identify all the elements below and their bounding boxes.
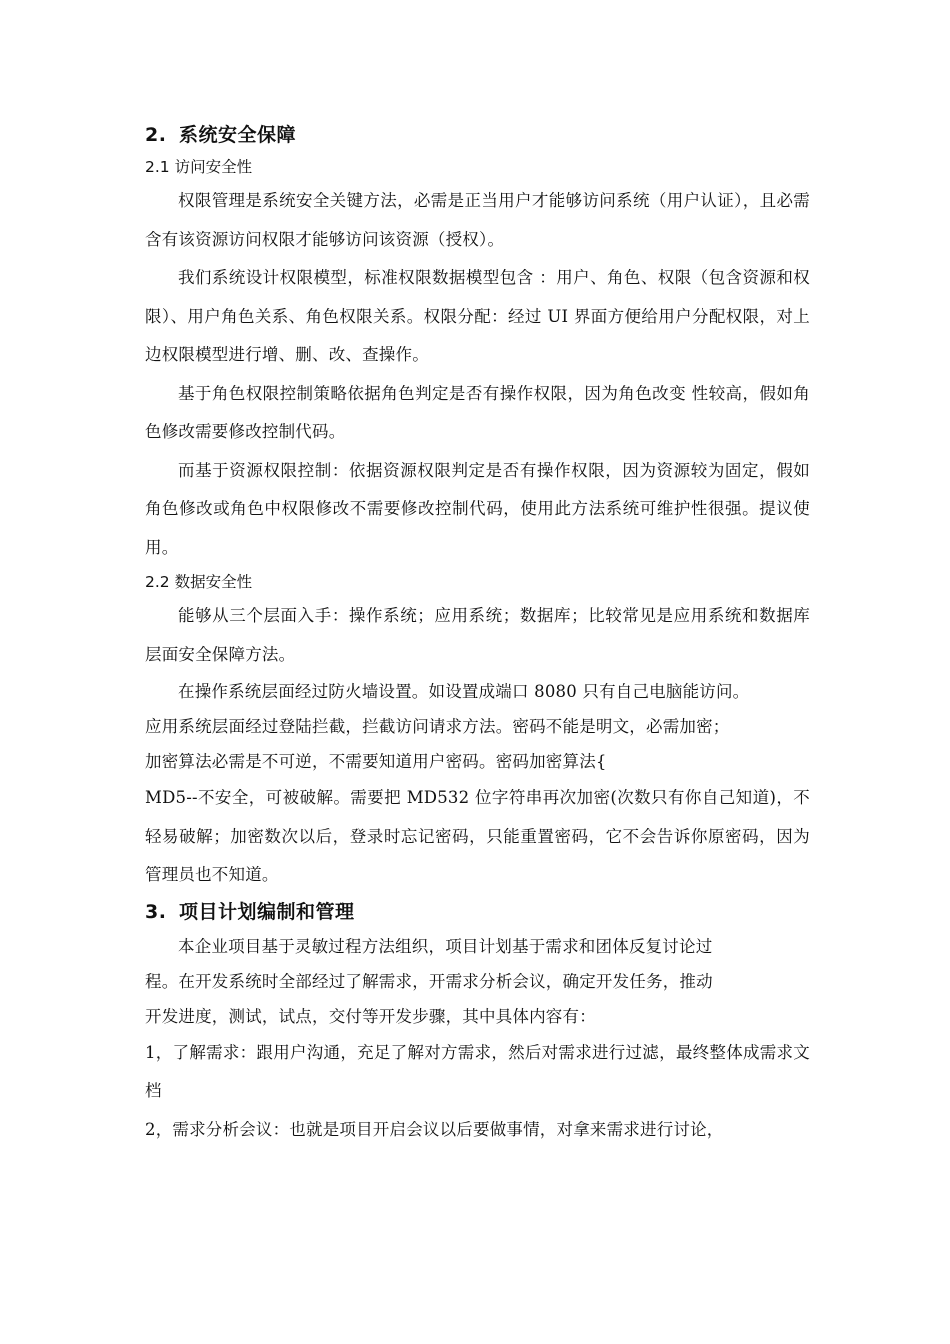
paragraph-line: 程。在开发系统时全部经过了解需求，开需求分析会议，确定开发任务，推动 xyxy=(145,971,713,991)
subsection-heading: 2.1 访问安全性 xyxy=(145,158,253,176)
paragraph: 能够从三个层面入手：操作系统；应用系统；数据库；比较常见是应用系统和数据库层面安全保障方法。 xyxy=(145,606,810,664)
section-number: 2. xyxy=(145,124,167,146)
list-item: 2，需求分析会议：也就是项目开启会议以后要做事情，对拿来需求进行讨论， xyxy=(145,1119,724,1139)
paragraph: 我们系统设计权限模型，标准权限数据模型包含 ：用户、角色、权限（包含资源和权限）、用户角色关系、角色权限关系。权限分配：经过 UI 界面方便给用户分配权限，对上边权限模型进行增、删、改、查操作。 xyxy=(145,268,810,364)
paragraph-line: 本企业项目基于灵敏过程方法组织，项目计划基于需求和团体反复讨论过 xyxy=(178,936,713,956)
paragraph-line: 应用系统层面经过登陆拦截，拦截访问请求方法。密码不能是明文，必需加密； xyxy=(145,717,730,736)
list-item: 1，了解需求：跟用户沟通，充足了解对方需求，然后对需求进行过滤，最终整体成需求文档 xyxy=(145,1042,810,1100)
section-heading xyxy=(145,895,810,929)
section-heading xyxy=(145,118,810,152)
paragraph-line: 在操作系统层面经过防火墙设置。如设置成端口 8080 只有自己电脑能访问。 xyxy=(178,682,750,701)
section-title: 项目计划编制和管理 xyxy=(179,900,355,923)
paragraph: 而基于资源权限控制：依据资源权限判定是否有操作权限，因为资源较为固定，假如角色修改或角色中权限修改不需要修改控制代码，使用此方法系统可维护性很强。提议使用。 xyxy=(145,460,810,557)
paragraph: MD5--不安全，可被破解。需要把 MD532 位字符串再次加密(次数只有你自己知道)，不轻易破解；加密数次以后，登录时忘记密码，只能重置密码，它不会告诉你原密码，因为管理员也不知道。 xyxy=(145,788,810,884)
document-body xyxy=(145,118,810,1149)
section-title: 系统安全保障 xyxy=(179,124,297,146)
subsection-heading: 2.2 数据安全性 xyxy=(145,573,253,591)
paragraph-line: 加密算法必需是不可逆，不需要知道用户密码。密码加密算法{ xyxy=(145,752,607,771)
paragraph: 权限管理是系统安全关键方法，必需是正当用户才能够访问系统（用户认证），且必需含有该资源访问权限才能够访问该资源（授权）。 xyxy=(145,191,810,249)
paragraph-line: 开发进度，测试，试点，交付等开发步骤，其中具体内容有： xyxy=(145,1006,596,1026)
section-number: 3. xyxy=(145,900,167,923)
paragraph: 基于角色权限控制策略依据角色判定是否有操作权限，因为角色改变 性较高，假如角色修改需要修改控制代码。 xyxy=(145,383,810,441)
